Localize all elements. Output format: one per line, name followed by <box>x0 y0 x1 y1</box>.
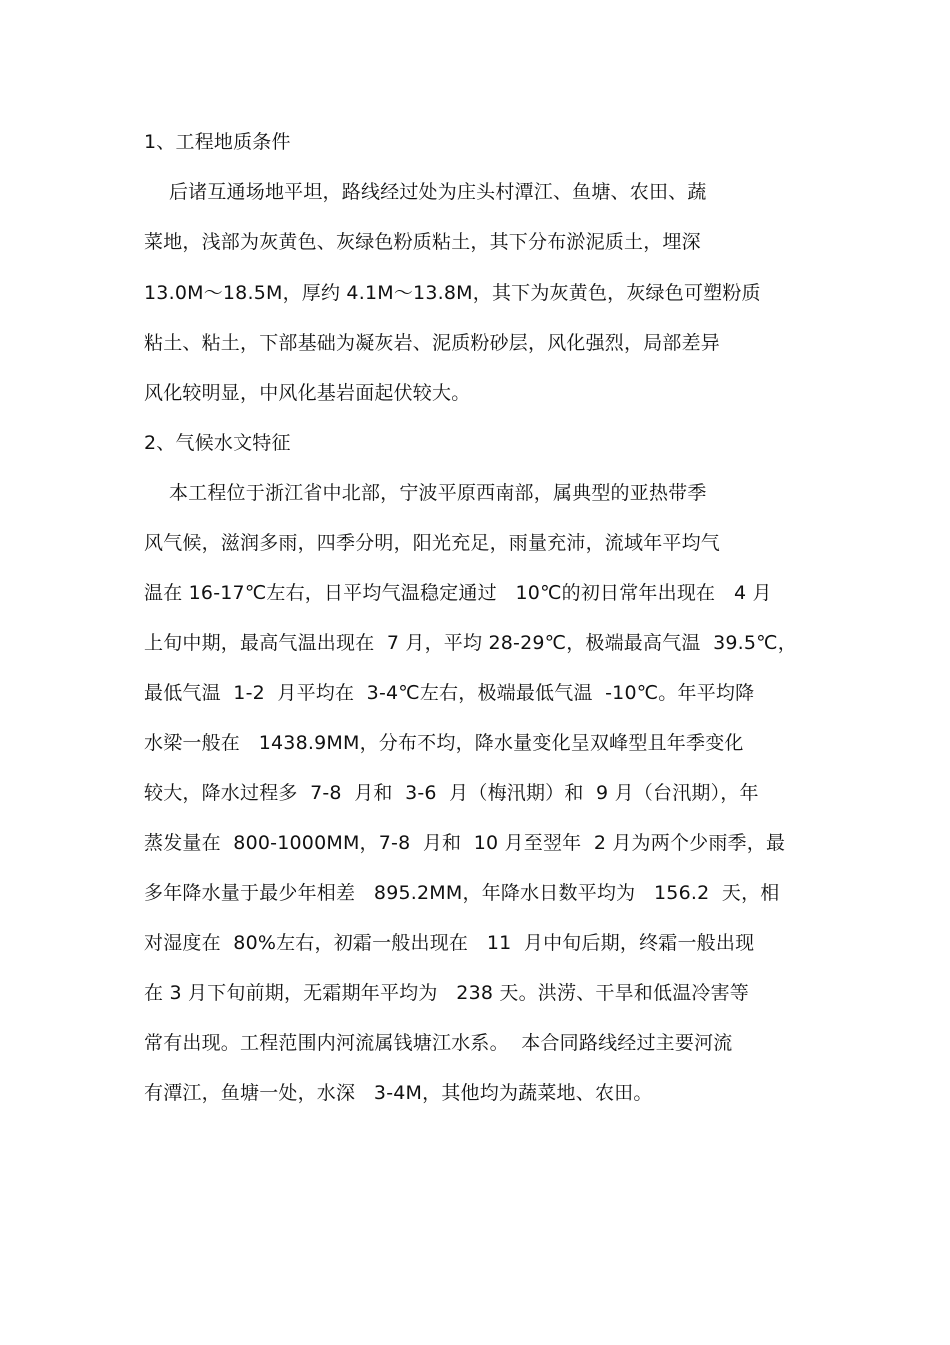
section-2-line-10: 对湿度在 80%左右，初霜一般出现在 11 月中旬后期，终霜一般出现 <box>144 932 755 954</box>
section-2-heading: 2、气候水文特征 <box>144 432 291 454</box>
section-2-line-7: 较大，降水过程多 7-8 月和 3-6 月（梅汛期）和 9 月（台汛期），年 <box>144 782 759 804</box>
section-2-line-13: 有潭江，鱼塘一处，水深 3-4M，其他均为蔬菜地、农田。 <box>144 1082 653 1104</box>
section-2-line-3: 温在 16-17℃左右，日平均气温稳定通过 10℃的初日常年出现在 4 月 <box>144 582 772 604</box>
section-1-line-1: 后诸互通场地平坦，路线经过处为庄头村潭江、鱼塘、农田、蔬 <box>144 181 707 203</box>
section-2-line-11: 在 3 月下旬前期，无霜期年平均为 238 天。洪涝、干旱和低温冷害等 <box>144 982 749 1004</box>
section-2-line-4: 上旬中期，最高气温出现在 7 月，平均 28-29℃，极端最高气温 39.5℃， <box>144 632 797 654</box>
section-1-line-2: 菜地，浅部为灰黄色、灰绿色粉质粘土，其下分布淤泥质土，埋深 <box>144 231 701 253</box>
section-2-line-6: 水梁一般在 1438.9MM，分布不均，降水量变化呈双峰型且年季变化 <box>144 732 744 754</box>
section-2-line-8: 蒸发量在 800-1000MM，7-8 月和 10 月至翌年 2 月为两个少雨季，最 <box>144 832 786 854</box>
section-2-line-9: 多年降水量于最少年相差 895.2MM，年降水日数平均为 156.2 天，相 <box>144 882 780 904</box>
section-1-line-5: 风化较明显，中风化基岩面起伏较大。 <box>144 382 471 404</box>
section-1-heading: 1、工程地质条件 <box>144 131 291 153</box>
section-2-line-2: 风气候，滋润多雨，四季分明，阳光充足，雨量充沛，流域年平均气 <box>144 532 721 554</box>
section-2-line-5: 最低气温 1-2 月平均在 3-4℃左右，极端最低气温 -10℃。年平均降 <box>144 682 755 704</box>
section-1-line-4: 粘土、粘土，下部基础为凝灰岩、泥质粉砂层，风化强烈，局部差异 <box>144 332 721 354</box>
section-2-line-1: 本工程位于浙江省中北部，宁波平原西南部，属典型的亚热带季 <box>144 482 707 504</box>
section-1-line-3: 13.0M～18.5M，厚约 4.1M～13.8M，其下为灰黄色，灰绿色可塑粉质 <box>144 282 761 304</box>
section-2-line-12: 常有出现。工程范围内河流属钱塘江水系。 本合同路线经过主要河流 <box>144 1032 733 1054</box>
